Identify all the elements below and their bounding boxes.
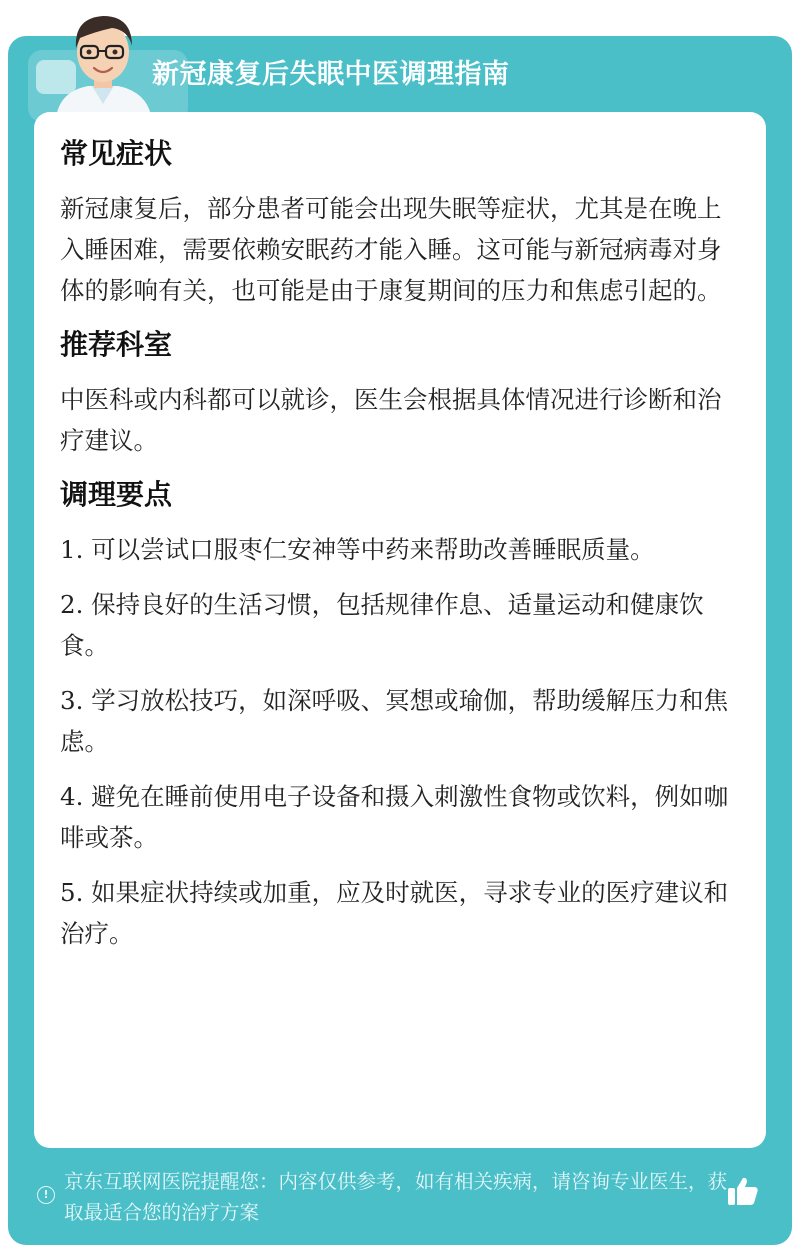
section-body-department: 中医科或内科都可以就诊，医生会根据具体情况进行诊断和治疗建议。 [60, 385, 722, 455]
info-icon: ! [37, 1186, 55, 1204]
list-item: 4. 避免在睡前使用电子设备和摄入刺激性食物或饮料，例如咖啡或茶。 [60, 782, 729, 852]
section-body-symptoms: 新冠康复后，部分患者可能会出现失眠等症状，尤其是在晚上入睡困难，需要依赖安眠药才能入睡。这可能与新冠病毒对身体的影响有关，也可能是由于康复期间的压力和焦虑引起的。 [60, 194, 722, 305]
section-title-tips: 调理要点 [60, 478, 173, 511]
section-title-department: 推荐科室 [60, 328, 173, 361]
page-title: 新冠康复后失眠中医调理指南 [152, 59, 510, 90]
content-card [34, 112, 766, 1148]
thumbs-up-icon[interactable] [726, 1174, 760, 1208]
section-title-symptoms: 常见症状 [60, 137, 173, 170]
list-item: 3. 学习放松技巧，如深呼吸、冥想或瑜伽，帮助缓解压力和焦虑。 [60, 686, 729, 756]
list-item: 2. 保持良好的生活习惯，包括规律作息、适量运动和健康饮食。 [60, 590, 704, 660]
footer-disclaimer: 京东互联网医院提醒您：内容仅供参考，如有相关疾病，请咨询专业医生，获取最适合您的治疗方案 [64, 1170, 728, 1224]
list-item: 1. 可以尝试口服枣仁安神等中药来帮助改善睡眠质量。 [60, 535, 655, 564]
list-item: 5. 如果症状持续或加重，应及时就医，寻求专业的医疗建议和治疗。 [60, 878, 729, 948]
doctor-avatar [48, 8, 158, 120]
